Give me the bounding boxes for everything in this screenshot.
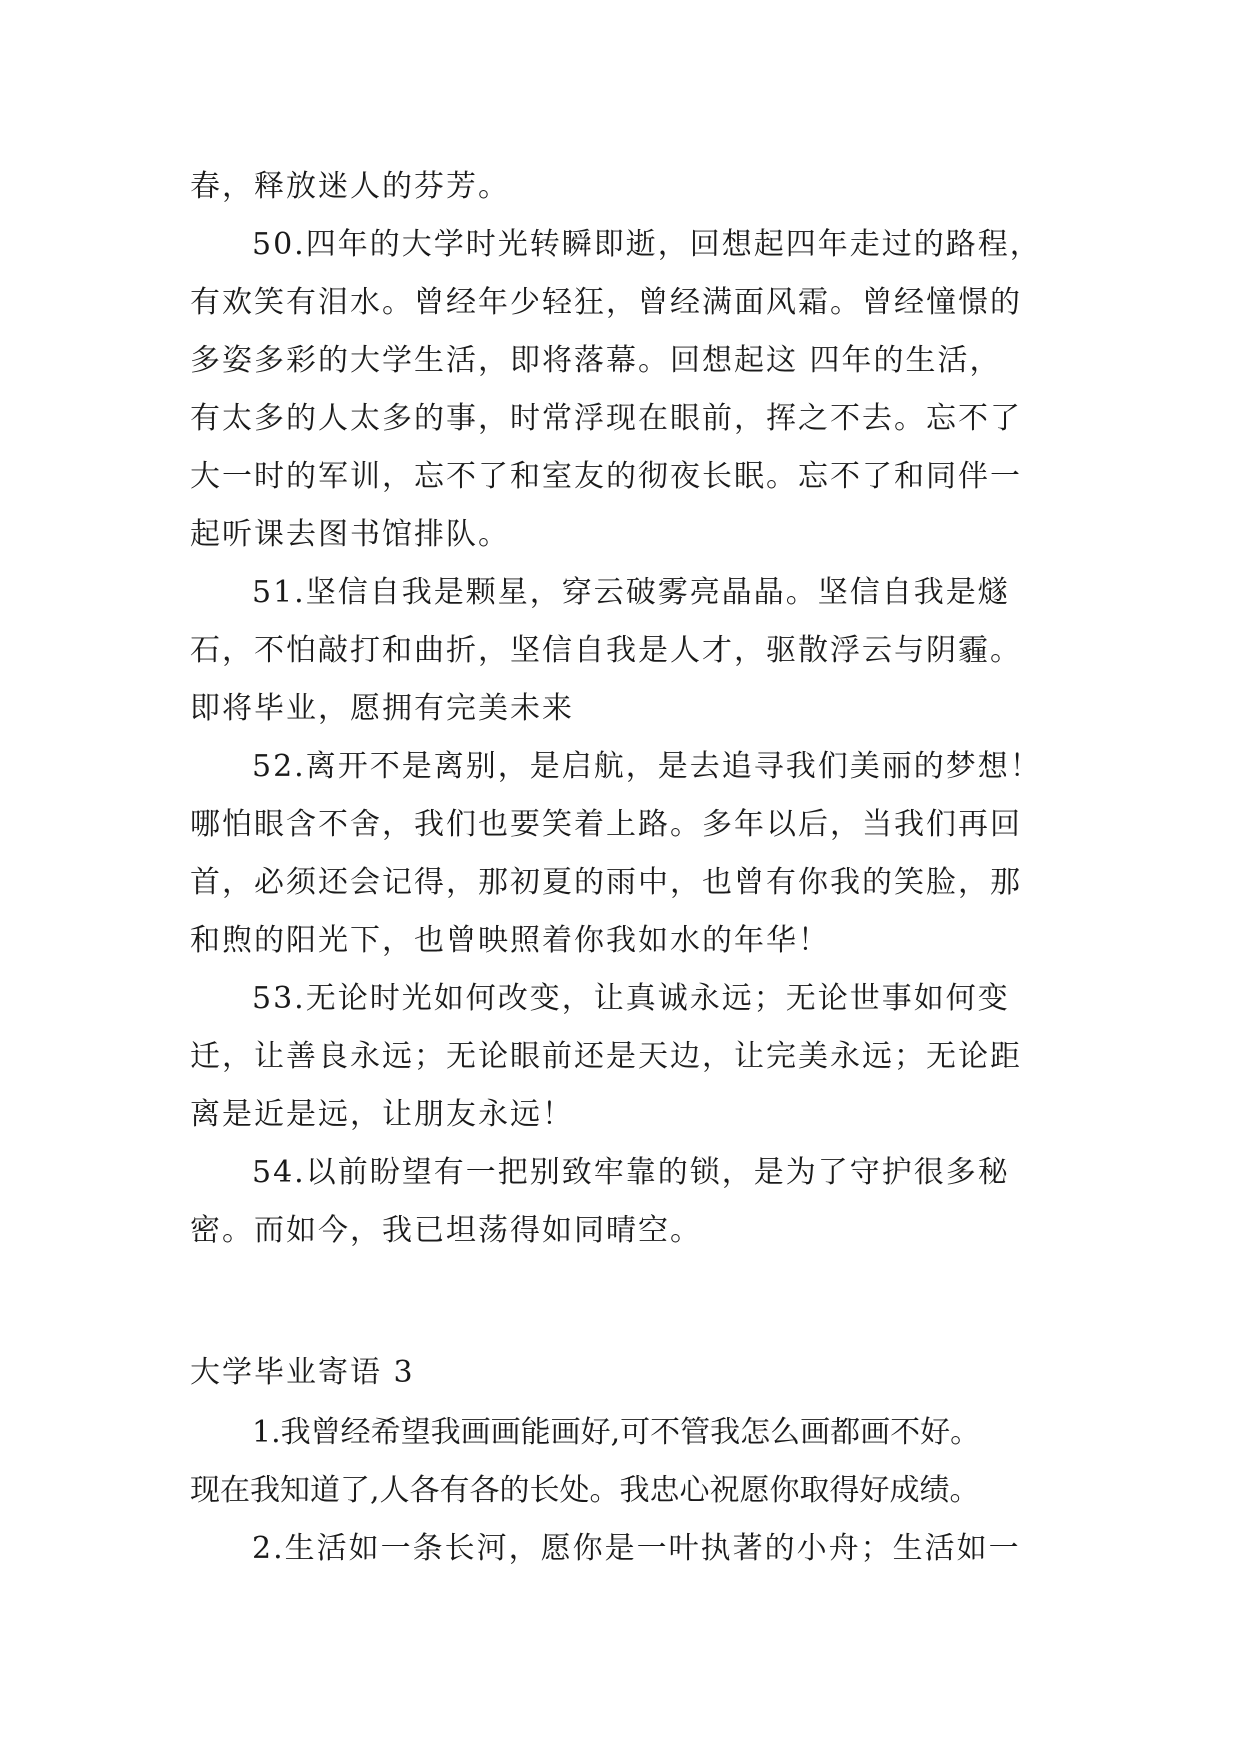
text-line: 哪怕眼含不舍，我们也要笑着上路。多年以后，当我们再回 [190, 807, 1022, 842]
section-spacer [190, 1260, 1060, 1342]
paragraph-54-line: 54.以前盼望有一把别致牢靠的锁，是为了守护很多秘 [252, 1155, 1010, 1190]
text-line: 和煦的阳光下，也曾映照着你我如水的年华！ [190, 923, 830, 958]
text-line: 大一时的军训，忘不了和室友的彻夜长眠。忘不了和同伴一 [190, 459, 1022, 494]
text-line: 石，不怕敲打和曲折，坚信自我是人才，驱散浮云与阴霾。 [190, 633, 1022, 668]
section-heading: 大学毕业寄语 3 [190, 1355, 415, 1390]
document-page [190, 158, 1060, 1578]
text-line: 有欢笑有泪水。曾经年少轻狂，曾经满面风霜。曾经憧憬的 [190, 285, 1022, 320]
paragraph-51-line: 51.坚信自我是颗星，穿云破雾亮晶晶。坚信自我是燧 [252, 575, 1010, 610]
text-line: 现在我知道了,人各有各的长处。我忠心祝愿你取得好成绩。 [190, 1473, 980, 1508]
text-line: 离是近是远，让朋友永远！ [190, 1097, 574, 1132]
paragraph-53-line: 53.无论时光如何改变，让真诚永远；无论世事如何变 [252, 981, 1010, 1016]
text-line: 首，必须还会记得，那初夏的雨中，也曾有你我的笑脸，那 [190, 865, 1022, 900]
text-line: 起听课去图书馆排队。 [190, 517, 510, 552]
paragraph-50-line: 50.四年的大学时光转瞬即逝，回想起四年走过的路程， [252, 227, 1042, 262]
text-line: 有太多的人太多的事，时常浮现在眼前，挥之不去。忘不了 [190, 401, 1022, 436]
paragraph-52-line: 52.离开不是离别，是启航，是去追寻我们美丽的梦想！ [252, 749, 1042, 784]
text-line: 迁，让善良永远；无论眼前还是天边，让完美永远；无论距 [190, 1039, 1022, 1074]
paragraph-2-line: 2.生活如一条长河，愿你是一叶执著的小舟；生活如一 [252, 1531, 1021, 1566]
text-line: 密。而如今，我已坦荡得如同晴空。 [190, 1213, 702, 1248]
text-line: 多姿多彩的大学生活，即将落幕。回想起这 四年的生活， [190, 343, 1002, 378]
paragraph-1-line: 1.我曾经希望我画画能画好,可不管我怎么画都画不好。 [252, 1415, 981, 1450]
text-line: 春，释放迷人的芬芳。 [190, 169, 510, 204]
text-line: 即将毕业，愿拥有完美未来 [190, 691, 574, 726]
